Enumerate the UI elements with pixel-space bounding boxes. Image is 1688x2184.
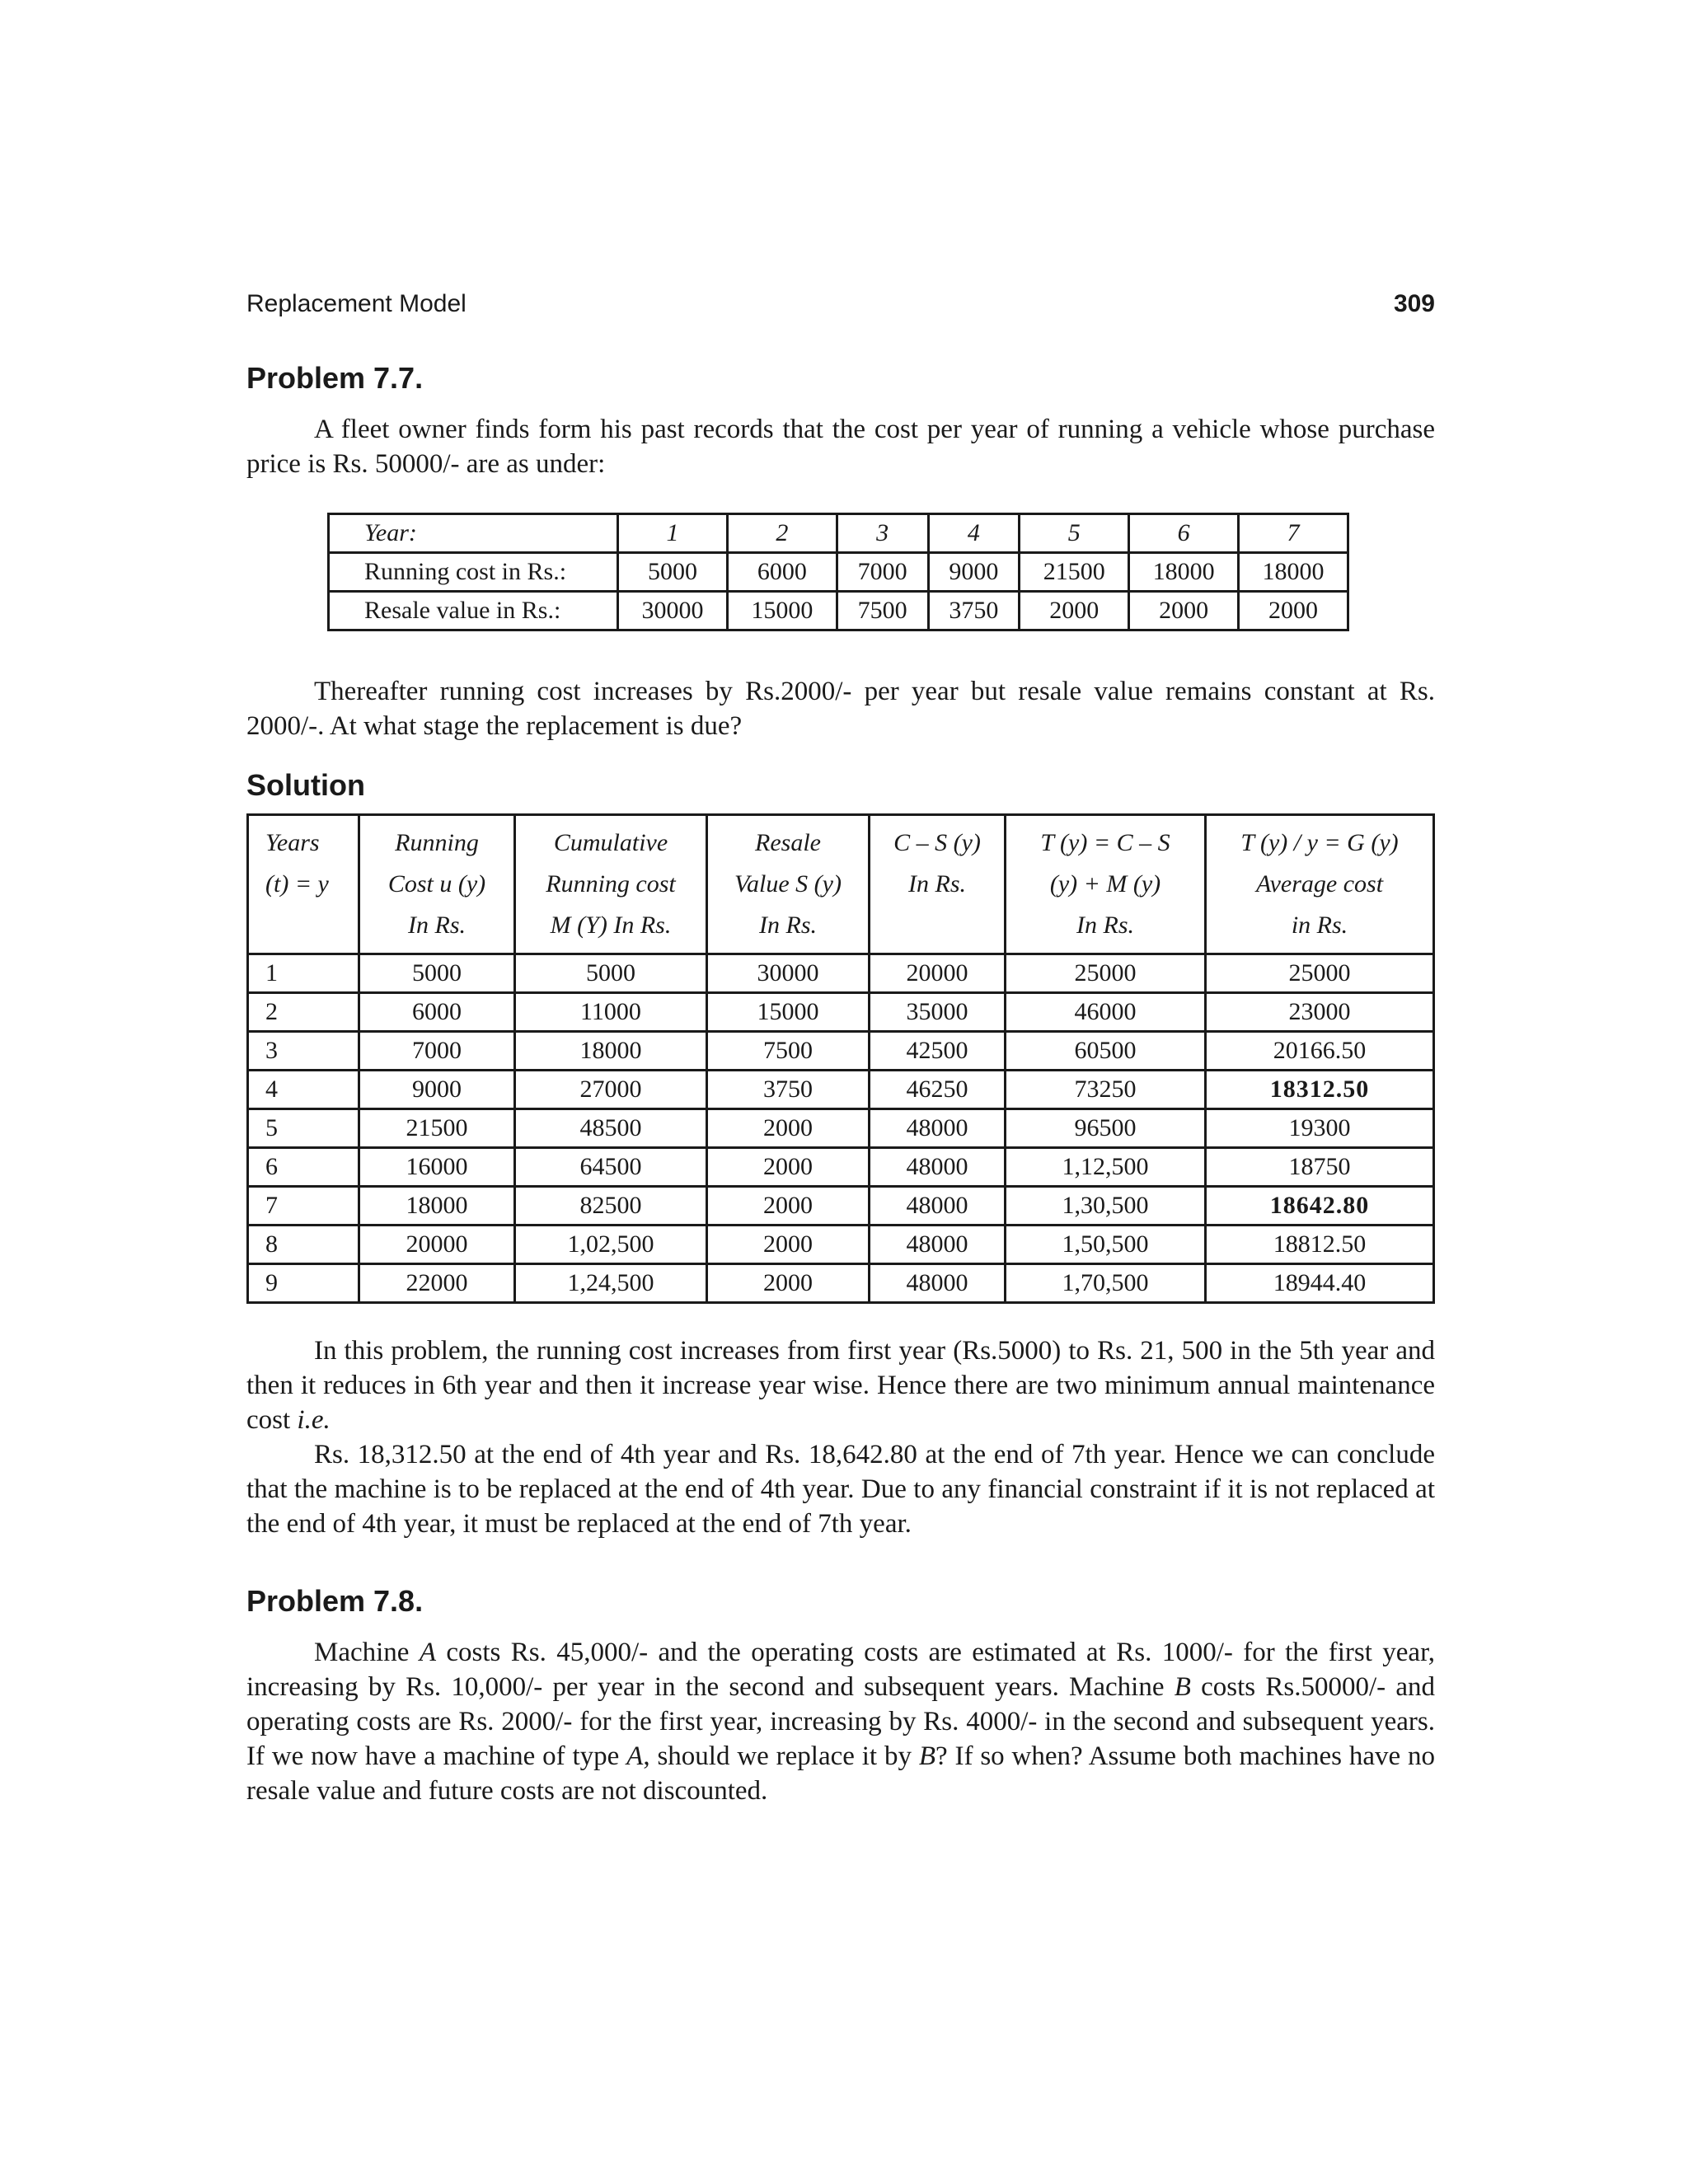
table-cell: 30000 <box>707 954 870 993</box>
table-cell: 20000 <box>870 954 1006 993</box>
table-cell: 82500 <box>515 1187 707 1226</box>
table-cell: 18944.40 <box>1206 1264 1434 1303</box>
table-cell: 6 <box>248 1148 359 1187</box>
table-cell: 18000 <box>1129 553 1239 592</box>
table-cell: 11000 <box>515 993 707 1032</box>
table-cell: 9 <box>248 1264 359 1303</box>
table-cell: 21500 <box>1020 553 1129 592</box>
table-cell: 48000 <box>870 1264 1006 1303</box>
table-cell: 20166.50 <box>1206 1032 1434 1071</box>
table-cell: 18642.80 <box>1206 1187 1434 1226</box>
table-cell: 5000 <box>359 954 515 993</box>
table-cell: 1,02,500 <box>515 1226 707 1264</box>
table-row-resale-value <box>329 592 1348 630</box>
problem-7-7-intro: A fleet owner finds form his past records that the cost per year of running a vehicle whose purchase price is Rs. 50000/- are as under: <box>246 415 1435 479</box>
table-cell: 18000 <box>515 1032 707 1071</box>
table-cell: 18312.50 <box>1206 1071 1434 1109</box>
table-cell: 15000 <box>727 592 837 630</box>
table-cell: 42500 <box>870 1032 1006 1071</box>
table-row <box>248 993 1434 1032</box>
table-cell: 6000 <box>727 553 837 592</box>
table-cell: 18750 <box>1206 1148 1434 1187</box>
table-cell: 19300 <box>1206 1109 1434 1148</box>
table-cell: 7 <box>248 1187 359 1226</box>
table-cell: 2 <box>727 514 837 553</box>
table-cell: 4 <box>248 1071 359 1109</box>
table-row-years <box>329 514 1348 553</box>
table-cell: 27000 <box>515 1071 707 1109</box>
table-cell: 9000 <box>359 1071 515 1109</box>
table-cell: 7000 <box>837 553 928 592</box>
table-row <box>248 1148 1434 1187</box>
running-head <box>246 290 1435 326</box>
solution-table-body <box>248 954 1434 1303</box>
table-row <box>248 954 1434 993</box>
table-cell: 18812.50 <box>1206 1226 1434 1264</box>
table-cell: 64500 <box>515 1148 707 1187</box>
running-head-title: Replacement Model <box>246 290 467 317</box>
problem-7-7-heading: Problem 7.7. <box>246 361 424 395</box>
table-cell: 2000 <box>707 1187 870 1226</box>
table-cell: 1,70,500 <box>1006 1264 1206 1303</box>
table-cell: 7500 <box>837 592 928 630</box>
table-cell: 2000 <box>707 1264 870 1303</box>
solution-table-header <box>248 815 1434 954</box>
table-cell: 7 <box>1239 514 1348 553</box>
table-cell-label: Resale value in Rs.: <box>329 592 618 630</box>
solution-paragraph-1: In this problem, the running cost increases from first year (Rs.5000) to Rs. 21, 500 in the 5th year and then it reduces in 6th year and then it increase year wise. Hence there are two minimum annual maintenance cost i.e. <box>246 1336 1435 1435</box>
table-cell: 7500 <box>707 1032 870 1071</box>
table-cell: 48000 <box>870 1109 1006 1148</box>
solution-heading: Solution <box>246 768 365 802</box>
column-header: Cumulative Running cost M (Y) In Rs. <box>515 815 707 954</box>
table-cell: 48000 <box>870 1187 1006 1226</box>
table-row <box>248 1264 1434 1303</box>
problem-7-7-question: Thereafter running cost increases by Rs.2000/- per year but resale value remains constant at Rs. 2000/-. At what stage the replacement is due? <box>246 677 1435 741</box>
table-cell: 48000 <box>870 1148 1006 1187</box>
table-cell: 3 <box>248 1032 359 1071</box>
table-cell: 2 <box>248 993 359 1032</box>
table-cell: 1 <box>618 514 728 553</box>
table-cell: 3 <box>837 514 928 553</box>
table-cell: 1,24,500 <box>515 1264 707 1303</box>
table-cell: 23000 <box>1206 993 1434 1032</box>
table-cell-label: Year: <box>329 514 618 553</box>
table-cell: 1,12,500 <box>1006 1148 1206 1187</box>
table-cell: 35000 <box>870 993 1006 1032</box>
problem-7-8-text: Machine A costs Rs. 45,000/- and the operating costs are estimated at Rs. 1000/- for the first year, increasing by Rs. 10,000/- per year in the second and subsequent years. Machine B costs Rs.50000/- and operating costs are Rs. 2000/- for the first year, increasing by Rs. 4000/- in the second and subsequent years. If we now have a machine of type A, should we replace it by B? If so when? Assume both machines have no resale value and future costs are not discounted. <box>246 1638 1436 1806</box>
table-row-running-cost <box>329 553 1348 592</box>
table-cell: 48000 <box>870 1226 1006 1264</box>
table-cell: 20000 <box>359 1226 515 1264</box>
table-cell: 6 <box>1129 514 1239 553</box>
table-cell: 5 <box>1020 514 1129 553</box>
table-cell-label: Running cost in Rs.: <box>329 553 618 592</box>
solution-table <box>246 813 1435 1304</box>
table-cell: 5000 <box>618 553 728 592</box>
table-cell: 46250 <box>870 1071 1006 1109</box>
table-cell: 25000 <box>1206 954 1434 993</box>
table-cell: 21500 <box>359 1109 515 1148</box>
column-header: C – S (y) In Rs. <box>870 815 1006 954</box>
problem-7-8-heading: Problem 7.8. <box>246 1584 424 1618</box>
table-cell: 46000 <box>1006 993 1206 1032</box>
table-cell: 22000 <box>359 1264 515 1303</box>
table-row <box>248 1071 1434 1109</box>
column-header: T (y) = C – S (y) + M (y) In Rs. <box>1006 815 1206 954</box>
column-header: Resale Value S (y) In Rs. <box>707 815 870 954</box>
page-number: 309 <box>1393 290 1435 317</box>
table-cell: 96500 <box>1006 1109 1206 1148</box>
table-cell: 15000 <box>707 993 870 1032</box>
column-header: T (y) / y = G (y) Average cost in Rs. <box>1206 815 1434 954</box>
table-cell: 25000 <box>1006 954 1206 993</box>
table-cell: 8 <box>248 1226 359 1264</box>
table-cell: 1,30,500 <box>1006 1187 1206 1226</box>
table-cell: 2000 <box>707 1148 870 1187</box>
cost-data-table <box>327 513 1349 631</box>
column-header: Running Cost u (y) In Rs. <box>359 815 515 954</box>
table-cell: 9000 <box>928 553 1020 592</box>
table-cell: 48500 <box>515 1109 707 1148</box>
table-cell: 73250 <box>1006 1071 1206 1109</box>
table-cell: 2000 <box>707 1109 870 1148</box>
table-cell: 18000 <box>1239 553 1348 592</box>
table-cell: 7000 <box>359 1032 515 1071</box>
table-cell: 30000 <box>618 592 728 630</box>
table-row <box>248 1226 1434 1264</box>
table-row <box>248 1109 1434 1148</box>
table-cell: 3750 <box>928 592 1020 630</box>
table-cell: 60500 <box>1006 1032 1206 1071</box>
table-cell: 1,50,500 <box>1006 1226 1206 1264</box>
table-cell: 4 <box>928 514 1020 553</box>
table-cell: 5000 <box>515 954 707 993</box>
table-cell: 1 <box>248 954 359 993</box>
table-cell: 6000 <box>359 993 515 1032</box>
table-cell: 2000 <box>1129 592 1239 630</box>
table-cell: 3750 <box>707 1071 870 1109</box>
table-cell: 18000 <box>359 1187 515 1226</box>
table-row <box>248 1032 1434 1071</box>
table-cell: 2000 <box>1020 592 1129 630</box>
column-header: Years (t) = y <box>248 815 359 954</box>
table-cell: 2000 <box>707 1226 870 1264</box>
table-cell: 5 <box>248 1109 359 1148</box>
table-cell: 2000 <box>1239 592 1348 630</box>
solution-paragraph-2: Rs. 18,312.50 at the end of 4th year and Rs. 18,642.80 at the end of 7th year. Hence we can conclude that the machine is to be replaced at the end of 4th year. Due to any financial constraint if it is not replaced at the end of 4th year, it must be replaced at the end of 7th year. <box>246 1440 1435 1539</box>
table-row <box>248 1187 1434 1226</box>
table-cell: 16000 <box>359 1148 515 1187</box>
